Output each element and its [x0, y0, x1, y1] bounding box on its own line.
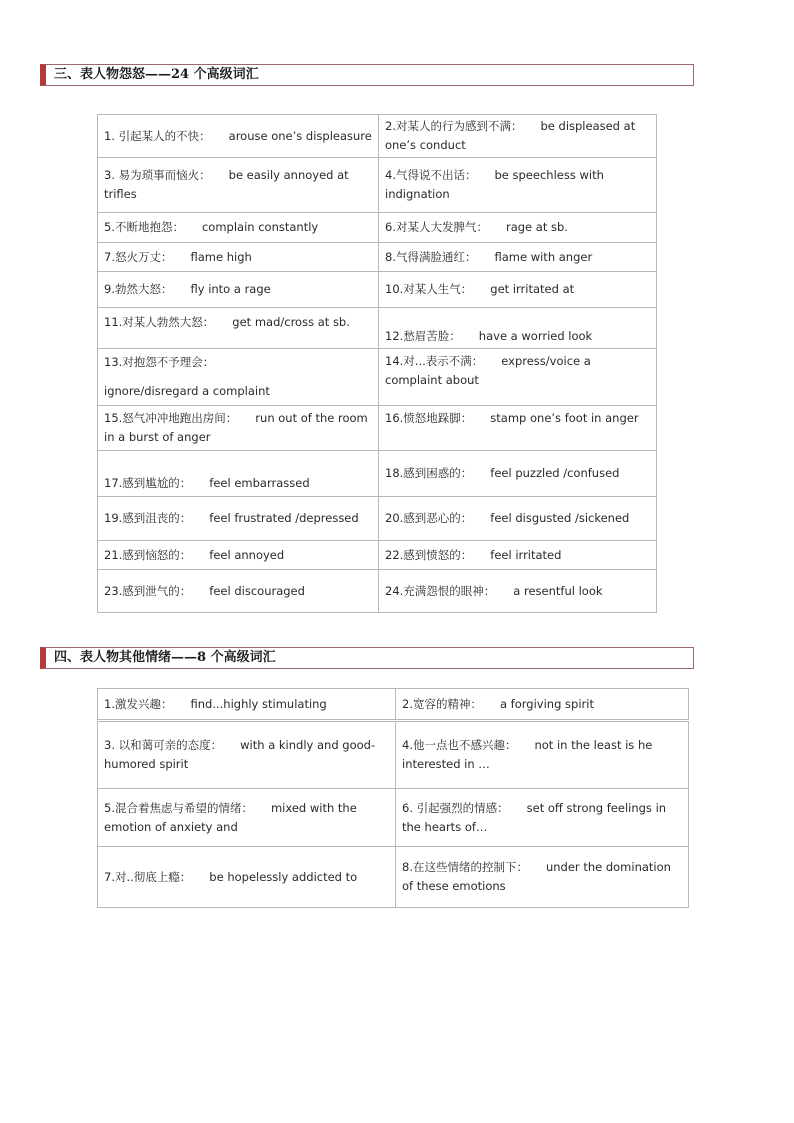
- vocab-cell: 8.在这些情绪的控制下： under the domination of these emotions: [396, 847, 689, 908]
- table-row: [98, 243, 657, 272]
- section-title: 四、表人物其他情绪——8 个高级词汇: [54, 650, 276, 665]
- vocab-cell: 6. 引起强烈的情感： set off strong feelings in the hearts of…: [396, 789, 689, 847]
- vocab-cell: 13.对抱怨不予理会： ignore/disregard a complaint: [98, 349, 379, 406]
- vocab-cell: 22.感到愤怒的： feel irritated: [379, 541, 657, 570]
- vocab-cell: 3. 易为琐事而恼火： be easily annoyed at trifles: [98, 158, 379, 213]
- table-row: [98, 847, 689, 908]
- vocab-cell: 2.宽容的精神： a forgiving spirit: [396, 689, 689, 720]
- emotions-vocab-table: [97, 721, 689, 908]
- vocab-cell: 20.感到恶心的： feel disgusted /sickened: [379, 497, 657, 541]
- vocab-cell: 5.不断地抱怨： complain constantly: [98, 213, 379, 243]
- vocab-cell: 10.对某人生气： get irritated at: [379, 272, 657, 308]
- vocab-cell: 16.愤怒地跺脚： stamp one’s foot in anger: [379, 406, 657, 451]
- vocab-cell: 12.愁眉苦脸： have a worried look: [379, 308, 657, 349]
- vocab-cell: 1. 引起某人的不快： arouse one’s displeasure: [98, 115, 379, 158]
- table-row: [98, 308, 657, 349]
- vocab-cell: 21.感到恼怒的： feel annoyed: [98, 541, 379, 570]
- vocab-cell: 24.充满怨恨的眼神： a resentful look: [379, 570, 657, 613]
- table-row: [98, 789, 689, 847]
- vocab-cell: 11.对某人勃然大怒： get mad/cross at sb.: [98, 308, 379, 349]
- table-row: [98, 115, 657, 158]
- vocab-cell: 15.怒气冲冲地跑出房间： run out of the room in a burst of anger: [98, 406, 379, 451]
- table-row: [98, 497, 657, 541]
- table-row: [98, 451, 657, 497]
- section-header-other-emotions: [40, 647, 694, 669]
- table-row: [98, 541, 657, 570]
- vocab-cell: 2.对某人的行为感到不满： be displeased at one’s conduct: [379, 115, 657, 158]
- table-row: [98, 213, 657, 243]
- table-row: [98, 349, 657, 406]
- vocab-cell: 18.感到困惑的： feel puzzled /confused: [379, 451, 657, 497]
- emotions-vocab-table-top: [97, 688, 689, 720]
- vocab-cell: 4.气得说不出话： be speechless with indignation: [379, 158, 657, 213]
- table-row: [98, 570, 657, 613]
- vocab-cell: 4.他一点也不感兴趣： not in the least is he interested in …: [396, 722, 689, 789]
- vocab-cell: 19.感到沮丧的： feel frustrated /depressed: [98, 497, 379, 541]
- vocab-cell: 7.怒火万丈： flame high: [98, 243, 379, 272]
- vocab-cell: 8.气得满脸通红： flame with anger: [379, 243, 657, 272]
- vocab-cell: 7.对..彻底上瘾： be hopelessly addicted to: [98, 847, 396, 908]
- vocab-cell: 6.对某人大发脾气： rage at sb.: [379, 213, 657, 243]
- vocab-cell: 14.对...表示不满： express/voice a complaint about: [379, 349, 657, 406]
- table-row: [98, 272, 657, 308]
- table-row: [98, 722, 689, 789]
- vocab-cell: 9.勃然大怒： fly into a rage: [98, 272, 379, 308]
- table-row: [98, 689, 689, 720]
- vocab-cell: 3. 以和蔼可亲的态度： with a kindly and good-humored spirit: [98, 722, 396, 789]
- table-row: [98, 406, 657, 451]
- vocab-cell: 17.感到尴尬的： feel embarrassed: [98, 451, 379, 497]
- section-header-anger: [40, 64, 694, 86]
- anger-vocab-table: [97, 114, 657, 613]
- vocab-cell: 1.激发兴趣： find...highly stimulating: [98, 689, 396, 720]
- table-row: [98, 158, 657, 213]
- section-title: 三、表人物怨怒——24 个高级词汇: [54, 67, 259, 82]
- vocab-cell: 23.感到泄气的： feel discouraged: [98, 570, 379, 613]
- vocab-cell: 5.混合着焦虑与希望的情绪： mixed with the emotion of anxiety and: [98, 789, 396, 847]
